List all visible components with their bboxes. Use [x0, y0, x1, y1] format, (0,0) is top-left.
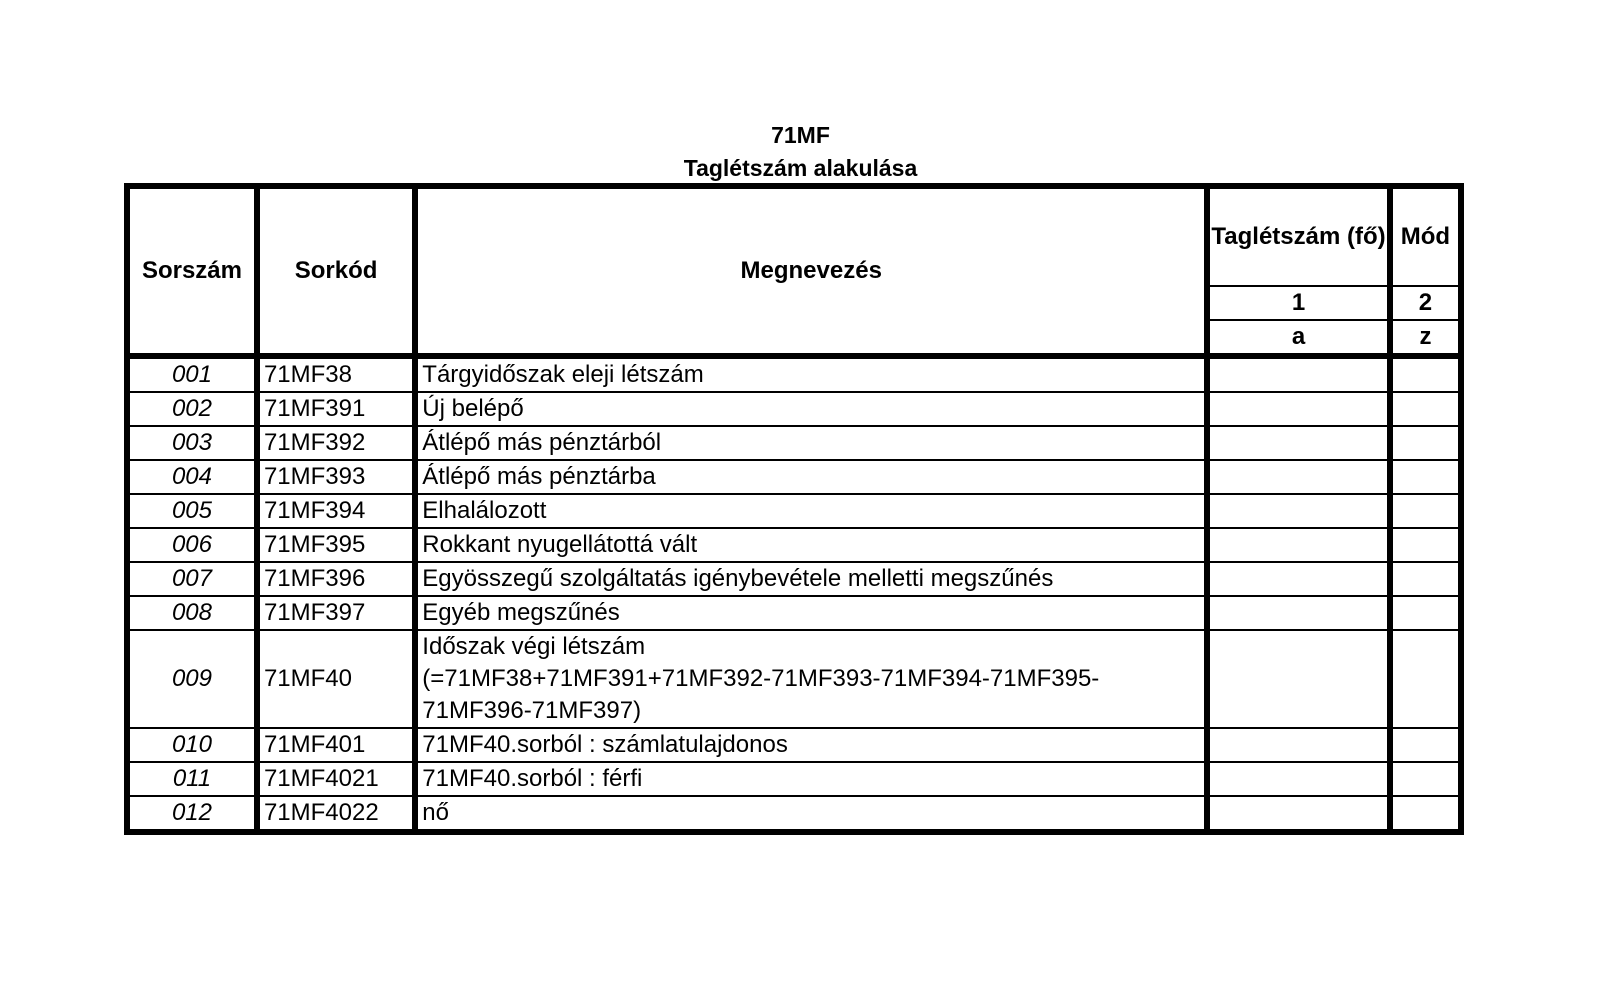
input-cell-tagletszam[interactable]: [1207, 494, 1390, 528]
row-megnevezes: Átlépő más pénztárba: [415, 460, 1207, 494]
form-code: 71MF: [771, 122, 830, 148]
row-megnevezes: Rokkant nyugellátottá vált: [415, 528, 1207, 562]
row-sorszam: 005: [127, 494, 257, 528]
table-row: [127, 728, 1461, 762]
input-cell-mod[interactable]: [1390, 528, 1461, 562]
input-cell-tagletszam[interactable]: [1207, 392, 1390, 426]
row-megnevezes-line: Időszak végi létszám: [422, 633, 646, 660]
input-cell-tagletszam[interactable]: [1207, 728, 1390, 762]
input-cell-tagletszam[interactable]: [1207, 356, 1390, 392]
input-cell-tagletszam[interactable]: [1207, 762, 1390, 796]
row-sorszam: 011: [127, 762, 257, 796]
input-cell-mod[interactable]: [1390, 356, 1461, 392]
input-cell-mod[interactable]: [1390, 630, 1461, 728]
row-megnevezes-line: 71MF396-71MF397): [422, 697, 642, 724]
row-sorszam: 002: [127, 392, 257, 426]
table-row: [127, 494, 1461, 528]
header-tagletszam-number: 1: [1207, 286, 1390, 320]
header-sorkod: Sorkód: [257, 186, 415, 356]
row-megnevezes: Elhalálozott: [415, 494, 1207, 528]
row-sorszam: 010: [127, 728, 257, 762]
table-row: [127, 762, 1461, 796]
input-cell-mod[interactable]: [1390, 596, 1461, 630]
input-cell-mod[interactable]: [1390, 460, 1461, 494]
row-sorkod: 71MF391: [257, 392, 415, 426]
row-megnevezes-line: (=71MF38+71MF391+71MF392-71MF393-71MF394-71MF395-: [422, 665, 1100, 692]
table-row: [127, 596, 1461, 630]
input-cell-mod[interactable]: [1390, 796, 1461, 832]
input-cell-tagletszam[interactable]: [1207, 528, 1390, 562]
row-megnevezes: Átlépő más pénztárból: [415, 426, 1207, 460]
row-sorkod: 71MF4021: [257, 762, 415, 796]
header-tagletszam-code: a: [1207, 320, 1390, 356]
row-sorszam: 004: [127, 460, 257, 494]
row-sorkod: 71MF38: [257, 356, 415, 392]
row-megnevezes: 71MF40.sorból : férfi: [415, 762, 1207, 796]
input-cell-tagletszam[interactable]: [1207, 426, 1390, 460]
header-mod-number: 2: [1390, 286, 1461, 320]
input-cell-tagletszam[interactable]: [1207, 562, 1390, 596]
header-mod: Mód: [1390, 186, 1461, 286]
input-cell-tagletszam[interactable]: [1207, 460, 1390, 494]
row-megnevezes: Egyéb megszűnés: [415, 596, 1207, 630]
table-row: [127, 796, 1461, 832]
table-row: [127, 392, 1461, 426]
row-megnevezes: [415, 630, 1207, 728]
header-megnevezes: Megnevezés: [415, 186, 1207, 356]
row-sorkod: 71MF401: [257, 728, 415, 762]
row-sorszam: 009: [127, 630, 257, 728]
row-sorszam: 007: [127, 562, 257, 596]
row-sorkod: 71MF394: [257, 494, 415, 528]
form-title-block: [0, 119, 1601, 185]
input-cell-mod[interactable]: [1390, 728, 1461, 762]
row-megnevezes: Új belépő: [415, 392, 1207, 426]
row-sorszam: 006: [127, 528, 257, 562]
table-row: [127, 630, 1461, 728]
row-sorkod: 71MF392: [257, 426, 415, 460]
row-sorkod: 71MF395: [257, 528, 415, 562]
header-mod-code: z: [1390, 320, 1461, 356]
row-megnevezes: Egyösszegű szolgáltatás igénybevétele melletti megszűnés: [415, 562, 1207, 596]
row-megnevezes: nő: [415, 796, 1207, 832]
row-megnevezes: 71MF40.sorból : számlatulajdonos: [415, 728, 1207, 762]
table-row: [127, 562, 1461, 596]
row-sorkod: 71MF393: [257, 460, 415, 494]
row-sorkod: 71MF40: [257, 630, 415, 728]
input-cell-mod[interactable]: [1390, 392, 1461, 426]
form-title: Taglétszám alakulása: [683, 155, 918, 181]
input-cell-tagletszam[interactable]: [1207, 630, 1390, 728]
input-cell-mod[interactable]: [1390, 762, 1461, 796]
header-tagletszam: Taglétszám (fő): [1207, 186, 1390, 286]
row-megnevezes: Tárgyidőszak eleji létszám: [415, 356, 1207, 392]
input-cell-tagletszam[interactable]: [1207, 796, 1390, 832]
table-row: [127, 356, 1461, 392]
input-cell-mod[interactable]: [1390, 562, 1461, 596]
header-sorszam: Sorszám: [127, 186, 257, 356]
row-sorszam: 001: [127, 356, 257, 392]
input-cell-mod[interactable]: [1390, 494, 1461, 528]
row-sorszam: 003: [127, 426, 257, 460]
table-row: [127, 528, 1461, 562]
row-sorkod: 71MF396: [257, 562, 415, 596]
input-cell-mod[interactable]: [1390, 426, 1461, 460]
row-sorszam: 012: [127, 796, 257, 832]
table-row: [127, 426, 1461, 460]
row-sorszam: 008: [127, 596, 257, 630]
row-sorkod: 71MF397: [257, 596, 415, 630]
row-sorkod: 71MF4022: [257, 796, 415, 832]
table-row: [127, 460, 1461, 494]
data-table: [124, 183, 1464, 835]
input-cell-tagletszam[interactable]: [1207, 596, 1390, 630]
